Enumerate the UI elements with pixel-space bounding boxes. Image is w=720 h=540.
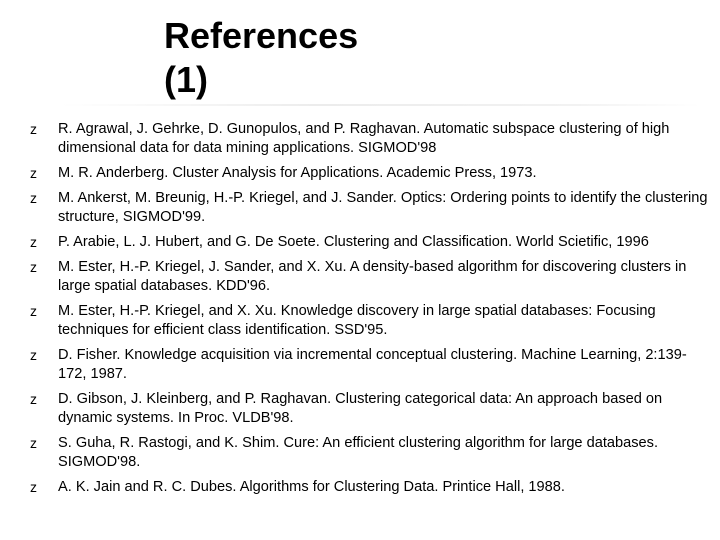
reference-text: S. Guha, R. Rastogi, and K. Shim. Cure: An efficient clustering algorithm for large databases. SIGMOD'98.: [58, 435, 659, 470]
reference-text: P. Arabie, L. J. Hubert, and G. De Soete. Clustering and Classification. World Scietific, 1996: [58, 234, 649, 250]
reference-text: M. Ester, H.-P. Kriegel, J. Sander, and X. Xu. A density-based algorithm for discovering clusters in large spatial databases. KDD'96.: [58, 259, 687, 294]
reference-item: [30, 346, 710, 384]
bullet-icon: z: [30, 347, 37, 363]
reference-item: [30, 164, 710, 183]
reference-text: M. R. Anderberg. Cluster Analysis for Applications. Academic Press, 1973.: [58, 165, 537, 181]
bullet-icon: z: [30, 479, 37, 495]
slide-title-line-1: References: [164, 15, 359, 56]
bullet-icon: z: [30, 234, 37, 250]
reference-item: [30, 233, 710, 252]
slide-title-line-2: (1): [164, 59, 208, 100]
bullet-icon: z: [30, 435, 37, 451]
title-divider: [60, 104, 700, 106]
reference-text: R. Agrawal, J. Gehrke, D. Gunopulos, and P. Raghavan. Automatic subspace clustering of high dimensional data for data mining applications. SIGMOD'98: [58, 121, 670, 156]
reference-item: [30, 302, 710, 340]
reference-text: M. Ester, H.-P. Kriegel, and X. Xu. Knowledge discovery in large spatial databases: Focusing techniques for efficient class identification. SSD'95.: [58, 303, 656, 338]
bullet-icon: z: [30, 259, 37, 275]
reference-text: D. Gibson, J. Kleinberg, and P. Raghavan. Clustering categorical data: An approach based on dynamic systems. In Proc. VLDB'98.: [58, 391, 663, 426]
bullet-icon: z: [30, 121, 37, 137]
bullet-icon: z: [30, 303, 37, 319]
reference-item: [30, 258, 710, 296]
reference-text: M. Ankerst, M. Breunig, H.-P. Kriegel, and J. Sander. Optics: Ordering points to identify the clustering structure, SIGMOD'99.: [58, 190, 708, 225]
reference-item: [30, 189, 710, 227]
bullet-icon: z: [30, 190, 37, 206]
reference-item: [30, 390, 710, 428]
slide-title: [164, 14, 358, 102]
reference-item: [30, 434, 710, 472]
bullet-icon: z: [30, 391, 37, 407]
reference-text: A. K. Jain and R. C. Dubes. Algorithms for Clustering Data. Printice Hall, 1988.: [58, 479, 565, 495]
reference-item: [30, 478, 710, 497]
bullet-icon: z: [30, 165, 37, 181]
reference-text: D. Fisher. Knowledge acquisition via incremental conceptual clustering. Machine Learning, 2:139-172, 1987.: [58, 347, 687, 382]
reference-list: [30, 120, 710, 503]
reference-item: [30, 120, 710, 158]
